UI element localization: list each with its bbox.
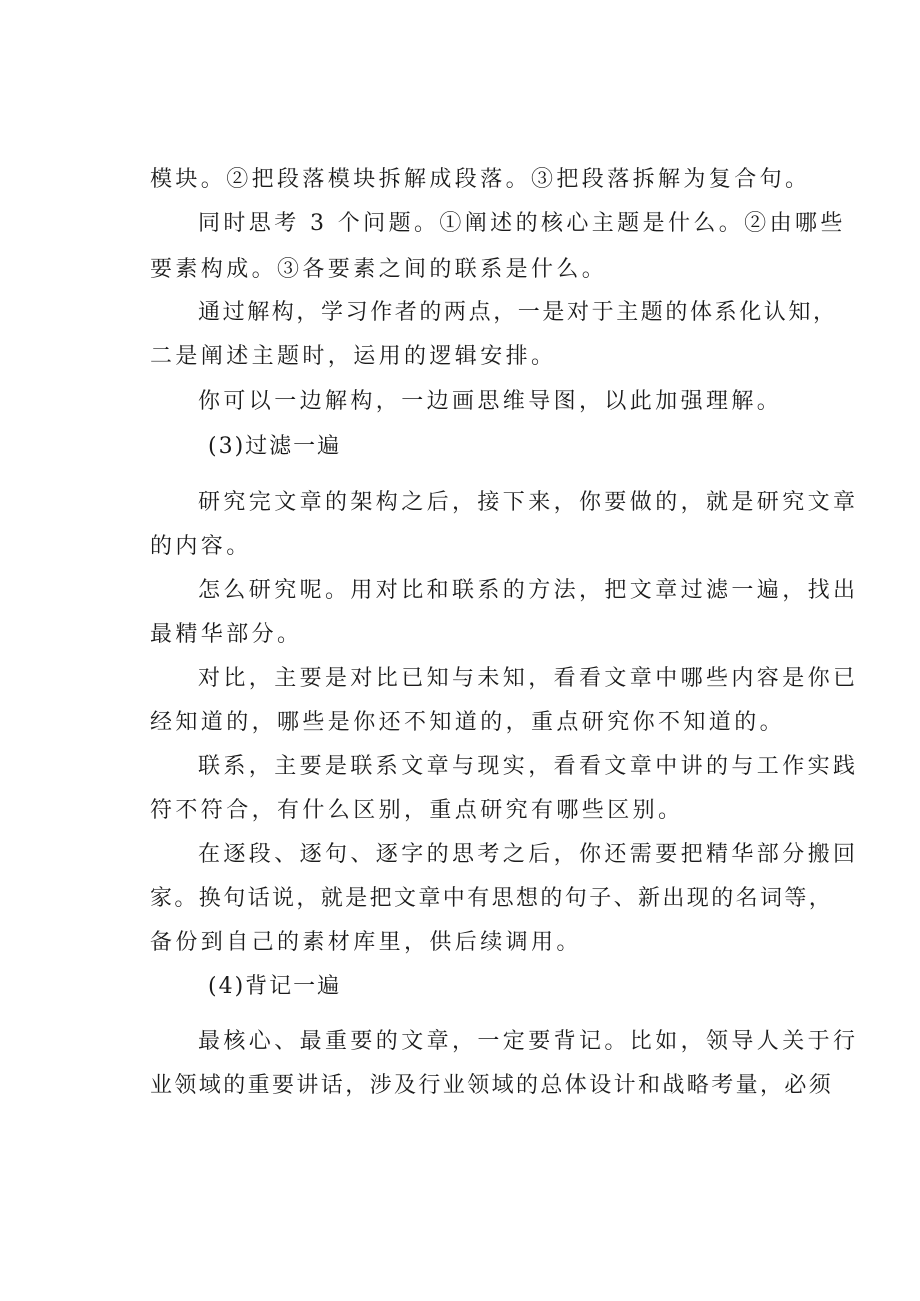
paragraph-line: 家。换句话说，就是把文章中有思想的句子、新出现的名词等，: [150, 886, 834, 911]
paragraph-line: 联系，主要是联系文章与现实，看看文章中讲的与工作实践: [198, 754, 859, 779]
paragraph-line: 你可以一边解构，一边画思维导图，以此加强理解。: [198, 389, 783, 414]
paragraph-line: 的内容。: [150, 534, 252, 559]
paragraph-line: 怎么研究呢。用对比和联系的方法，把文章过滤一遍，找出: [198, 578, 859, 603]
paragraph-line: 在逐段、逐句、逐字的思考之后，你还需要把精华部分搬回: [198, 842, 859, 867]
paragraph-line: 模块。②把段落模块拆解成段落。③把段落拆解为复合句。: [150, 167, 811, 192]
paragraph-line: 最精华部分。: [150, 622, 303, 647]
paragraph-line: 备份到自己的素材库里，供后续调用。: [150, 930, 582, 955]
paragraph-line: 通过解构，学习作者的两点，一是对于主题的体系化认知，: [198, 300, 838, 325]
paragraph-line: 经知道的，哪些是你还不知道的，重点研究你不知道的。: [150, 710, 786, 735]
paragraph-line: 二是阐述主题时，运用的逻辑安排。: [150, 344, 557, 369]
section-heading: (4)背记一遍: [208, 974, 342, 999]
paragraph-line: 对比，主要是对比已知与未知，看看文章中哪些内容是你已: [198, 666, 859, 691]
paragraph-line: 要素构成。③各要素之间的联系是什么。: [150, 257, 608, 282]
paragraph-line: 研究完文章的架构之后，接下来，你要做的，就是研究文章: [198, 490, 859, 515]
paragraph-line: 业领域的重要讲话，涉及行业领域的总体设计和战略考量，必须: [150, 1073, 834, 1098]
paragraph-line: 符不符合，有什么区别，重点研究有哪些区别。: [150, 798, 684, 823]
section-heading: (3)过滤一遍: [208, 434, 342, 459]
paragraph-line: 同时思考 3 个问题。①阐述的核心主题是什么。②由哪些: [198, 211, 846, 236]
paragraph-line: 最核心、最重要的文章，一定要背记。比如，领导人关于行: [198, 1029, 859, 1054]
